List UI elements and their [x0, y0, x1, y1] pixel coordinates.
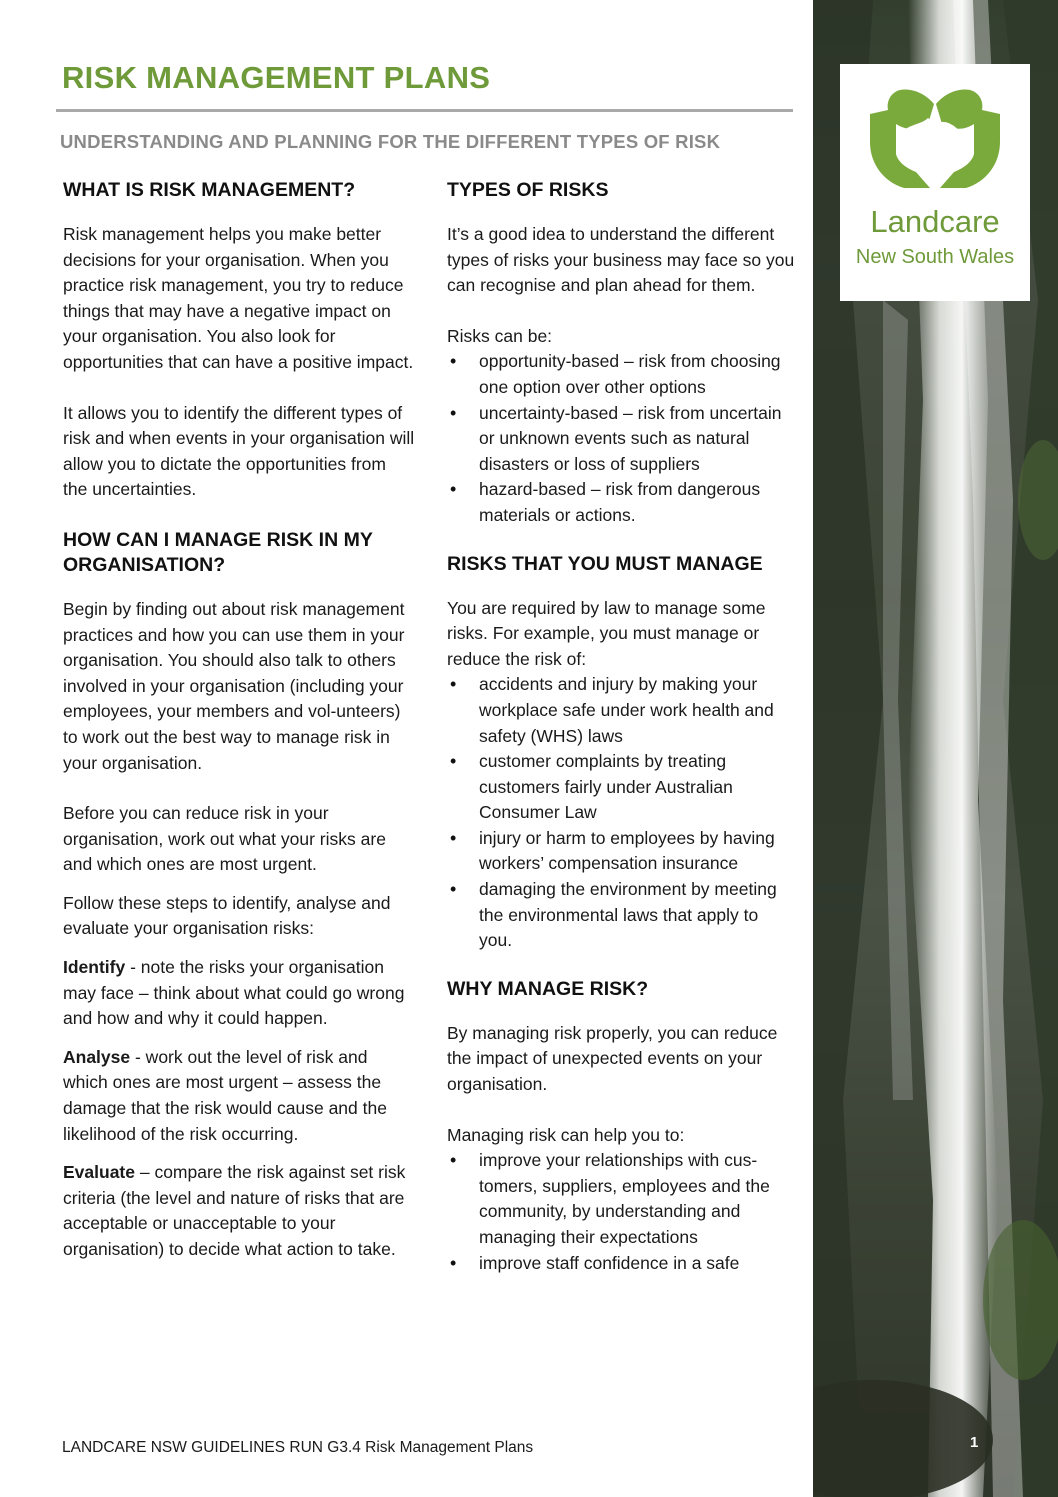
step-evaluate [63, 1160, 415, 1262]
why-paragraph-2: Managing risk can help you to: [447, 1124, 685, 1145]
list-item: • accidents and injury by making your workplace safe under work health and safety (WHS) laws [447, 672, 795, 749]
must-paragraph-1: You are required by law to manage some risks. For example, you must manage or reduce the risk of: [447, 597, 766, 669]
section-heading-types: TYPES OF RISKS [447, 179, 609, 201]
types-list [447, 349, 795, 528]
section-heading-how: HOW CAN I MANAGE RISK IN MY ORGANISATION? [63, 528, 373, 576]
footer-text: LANDCARE NSW GUIDELINES RUN G3.4 Risk Management Plans [62, 1439, 534, 1456]
step-term: Analyse [63, 1046, 131, 1067]
section-heading-must: RISKS THAT YOU MUST MANAGE [447, 552, 763, 575]
list-item: • hazard-based – risk from dangerous materials or actions. [447, 477, 795, 528]
landcare-logo [840, 64, 1030, 301]
step-text: - work out the level of risk and which ones are most urgent – assess the damage that the risk would cause and the likelihood of the risk occurring. [63, 1046, 387, 1144]
list-item: • opportunity-based – risk from choosing one option over other options [447, 349, 795, 400]
title-divider [56, 109, 793, 112]
step-term: Identify [63, 957, 126, 978]
step-text: – compare the risk against set risk criteria (the level and nature of risks that are acceptable or unacceptable to your organisation) to decide what action to take. [63, 1162, 406, 1259]
step-analyse [63, 1045, 415, 1147]
logo-region: New South Wales [855, 246, 1015, 268]
list-item: • improve staff confidence in a safe [447, 1251, 795, 1277]
how-paragraph-2: Before you can reduce risk in your organisation, work out what your risks are and which ones are most urgent. [63, 803, 386, 875]
step-text: - note the risks your organisation may face – think about what could go wrong and how and why it could happen. [63, 957, 405, 1029]
page-title: RISK MANAGEMENT PLANS [62, 60, 491, 95]
list-item: • uncertainty-based – risk from uncertain or unknown events such as natural disasters or loss of suppliers [447, 401, 795, 478]
why-list [447, 1148, 795, 1276]
logo-wordmark: Landcare [870, 204, 1000, 239]
how-paragraph-1: Begin by finding out about risk management practices and how you can use them in your organisation. You should also talk to others involved in your organisation (including your employees, your members and vol-unteers) to work out the best way to manage risk in your organisation. [63, 598, 405, 773]
what-paragraph-1: Risk management helps you make better decisions for your organisation. When you practice risk management, you try to reduce things that may have a negative impact on your organisation. You also look for opportunities that can have a positive impact. [63, 224, 414, 372]
types-paragraph-1: It’s a good idea to understand the different types of risks your business may face so you can recognise and plan ahead for them. [447, 224, 795, 296]
must-list [447, 672, 795, 954]
how-paragraph-3: Follow these steps to identify, analyse and evaluate your organisation risks: [63, 892, 391, 939]
list-item: • customer complaints by treating customers fairly under Australian Consumer Law [447, 749, 795, 826]
list-item: • improve your relationships with cus-tomers, suppliers, employees and the community, by understanding and managing their expectations [447, 1148, 795, 1250]
page-number: 1 [970, 1434, 979, 1451]
types-paragraph-2: Risks can be: [447, 325, 553, 346]
hands-australia-icon [868, 84, 1002, 194]
section-heading-what: WHAT IS RISK MANAGEMENT? [63, 179, 356, 201]
what-paragraph-2: It allows you to identify the different types of risk and when events in your organisation will allow you to dictate the opportunities from the uncertainties. [63, 402, 415, 500]
why-paragraph-1: By managing risk properly, you can reduce the impact of unexpected events on your organisation. [447, 1022, 778, 1095]
page-subtitle: UNDERSTANDING AND PLANNING FOR THE DIFFERENT TYPES OF RISK [60, 131, 721, 152]
list-item: • damaging the environment by meeting the environmental laws that apply to you. [447, 877, 795, 954]
left-column [63, 178, 415, 1263]
step-term: Evaluate [63, 1162, 135, 1183]
list-item: • injury or harm to employees by having workers’ compensation insurance [447, 826, 795, 877]
right-column [447, 178, 795, 1299]
section-heading-why: WHY MANAGE RISK? [447, 977, 649, 1000]
step-identify [63, 955, 415, 1032]
